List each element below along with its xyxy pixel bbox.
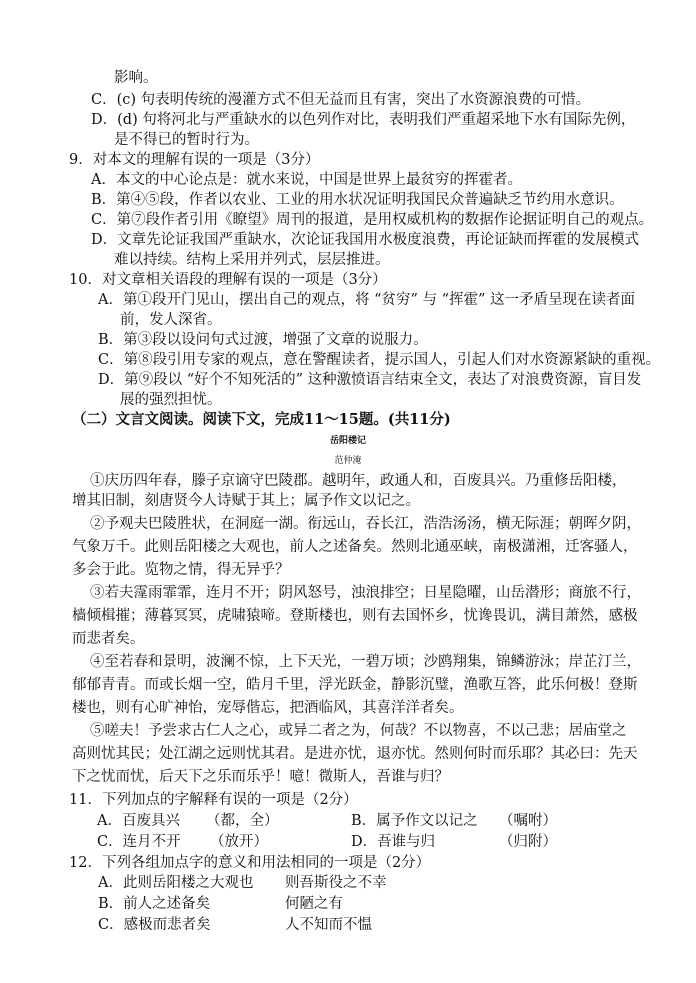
option-b: B．第③段以设问句式过渡，增强了文章的说服力。 xyxy=(98,332,428,348)
option-a: A．百废具兴 xyxy=(97,813,180,829)
passage-line: 多会于此。览物之情，得无异乎？ xyxy=(72,562,290,578)
text-line: 展的强烈担忧。 xyxy=(120,392,222,408)
option-c: C．第⑧段引用专家的观点，意在警醒读者，提示国人，引起人们对水资源紧缺的重视。 xyxy=(98,352,661,368)
option-d-gloss: （归附） xyxy=(499,834,557,850)
question-10: 10．对文章相关语段的理解有误的一项是（3分） xyxy=(69,272,387,288)
question-11: 11．下列加点的字解释有误的一项是（2分） xyxy=(69,792,358,808)
question-12: 12．下列各组加点字的意义和用法相同的一项是（2分） xyxy=(69,855,431,871)
passage-author: 范仲淹 xyxy=(334,456,362,466)
option-d: D．(d) 句将河北与严重缺水的以色列作对比，表明我们严重超采地下水有国际先例， xyxy=(91,112,636,128)
option-a: A．此则岳阳楼之大观也 xyxy=(98,875,254,891)
text-line: 是不得已的暂时行为。 xyxy=(114,132,259,148)
passage-line: 高则忧其民；处江湖之远则忧其君。是进亦忧，退亦忧。然则何时而乐耶？其必曰：先天 xyxy=(72,746,638,762)
option-c-compare: 人不知而不愠 xyxy=(285,917,372,933)
option-d: D．第⑨段以 “好个不知死活的” 这种激愤语言结束全文，表达了对浪费资源，盲目发 xyxy=(98,372,642,388)
option-c: C．(c) 句表明传统的漫灌方式不但无益而且有害，突出了水资源浪费的可惜。 xyxy=(91,92,591,108)
text-line: 影响。 xyxy=(114,70,158,86)
option-b-gloss: （嘱咐） xyxy=(499,813,557,829)
passage-line: 下之忧而忧，后天下之乐而乐乎！噫！微斯人，吾谁与归？ xyxy=(72,769,449,785)
option-d: D．吾谁与归 xyxy=(351,834,436,850)
option-a: A．第①段开门见山，摆出自己的观点，将 “贫穷” 与 “挥霍” 这一矛盾呈现在读者面 xyxy=(98,292,636,308)
text-line: 难以持续。结构上采用并列式，层层推进。 xyxy=(114,252,390,268)
passage-line: ②予观夫巴陵胜状，在洞庭一湖。衔远山，吞长江，浩浩汤汤，横无际涯；朝晖夕阴， xyxy=(90,516,641,532)
text-line: 前，发人深省。 xyxy=(120,312,222,328)
passage-line: 郁郁青青。而或长烟一空，皓月千里，浮光跃金，静影沉璧，渔歌互答，此乐何极！登斯 xyxy=(72,677,638,693)
passage-line: 樯倾楫摧；薄暮冥冥，虎啸猿啼。登斯楼也，则有去国怀乡，忧谗畏讥，满目萧然，感极 xyxy=(72,608,638,624)
option-a: A．本文的中心论点是：就水来说，中国是世界上最贫穷的挥霍者。 xyxy=(91,172,522,188)
passage-title: 岳阳楼记 xyxy=(329,436,366,446)
passage-line: ①庆历四年春，滕子京谪守巴陵郡。越明年，政通人和，百废具兴。乃重修岳阳楼， xyxy=(90,473,627,489)
passage-line: 楼也，则有心旷神怡，宠辱偕忘，把酒临风，其喜洋洋者矣。 xyxy=(72,700,464,716)
option-b: B．前人之述备矣 xyxy=(98,896,211,912)
option-c-gloss: （放开） xyxy=(210,834,268,850)
passage-line: 而悲者矣。 xyxy=(72,631,145,647)
option-a-gloss: （都，全） xyxy=(206,813,279,829)
option-b: B．第④⑤段，作者以农业、工业的用水状况证明我国民众普遍缺乏节约用水意识。 xyxy=(91,192,624,208)
option-a-compare: 则吾斯役之不幸 xyxy=(285,875,387,891)
option-d: D．文章先论证我国严重缺水，次论证我国用水极度浪费，再论证缺而挥霍的发展模式 xyxy=(91,232,640,248)
section-heading: （二）文言文阅读。阅读下文，完成11～15题。(共11分) xyxy=(72,411,451,428)
passage-line: 气象万千。此则岳阳楼之大观也，前人之述备矣。然则北通巫峡，南极潇湘，迁客骚人， xyxy=(72,539,638,555)
passage-line: ⑤嗟夫！予尝求古仁人之心，或异二者之为，何哉？不以物喜，不以己悲；居庙堂之 xyxy=(90,723,627,739)
passage-line: ④至若春和景明，波澜不惊，上下天光，一碧万顷；沙鸥翔集，锦鳞游泳；岸芷汀兰， xyxy=(90,654,641,670)
option-c: C．第⑦段作者引用《瞭望》周刊的报道，是用权威机构的数据作论据证明自己的观点。 xyxy=(91,212,654,228)
option-b: B．属予作文以记之 xyxy=(351,813,478,829)
passage-line: ③若夫霪雨霏霏，连月不开；阴风怒号，浊浪排空；日星隐曜，山岳潜形；商旅不行， xyxy=(90,585,641,601)
passage-line: 增其旧制，刻唐贤今人诗赋于其上；属予作文以记之。 xyxy=(72,493,420,509)
option-c: C．感极而悲者矣 xyxy=(98,917,211,933)
option-b-compare: 何陋之有 xyxy=(285,896,343,912)
question-9: 9．对本文的理解有误的一项是（3分） xyxy=(69,152,320,168)
option-c: C．连月不开 xyxy=(97,834,181,850)
